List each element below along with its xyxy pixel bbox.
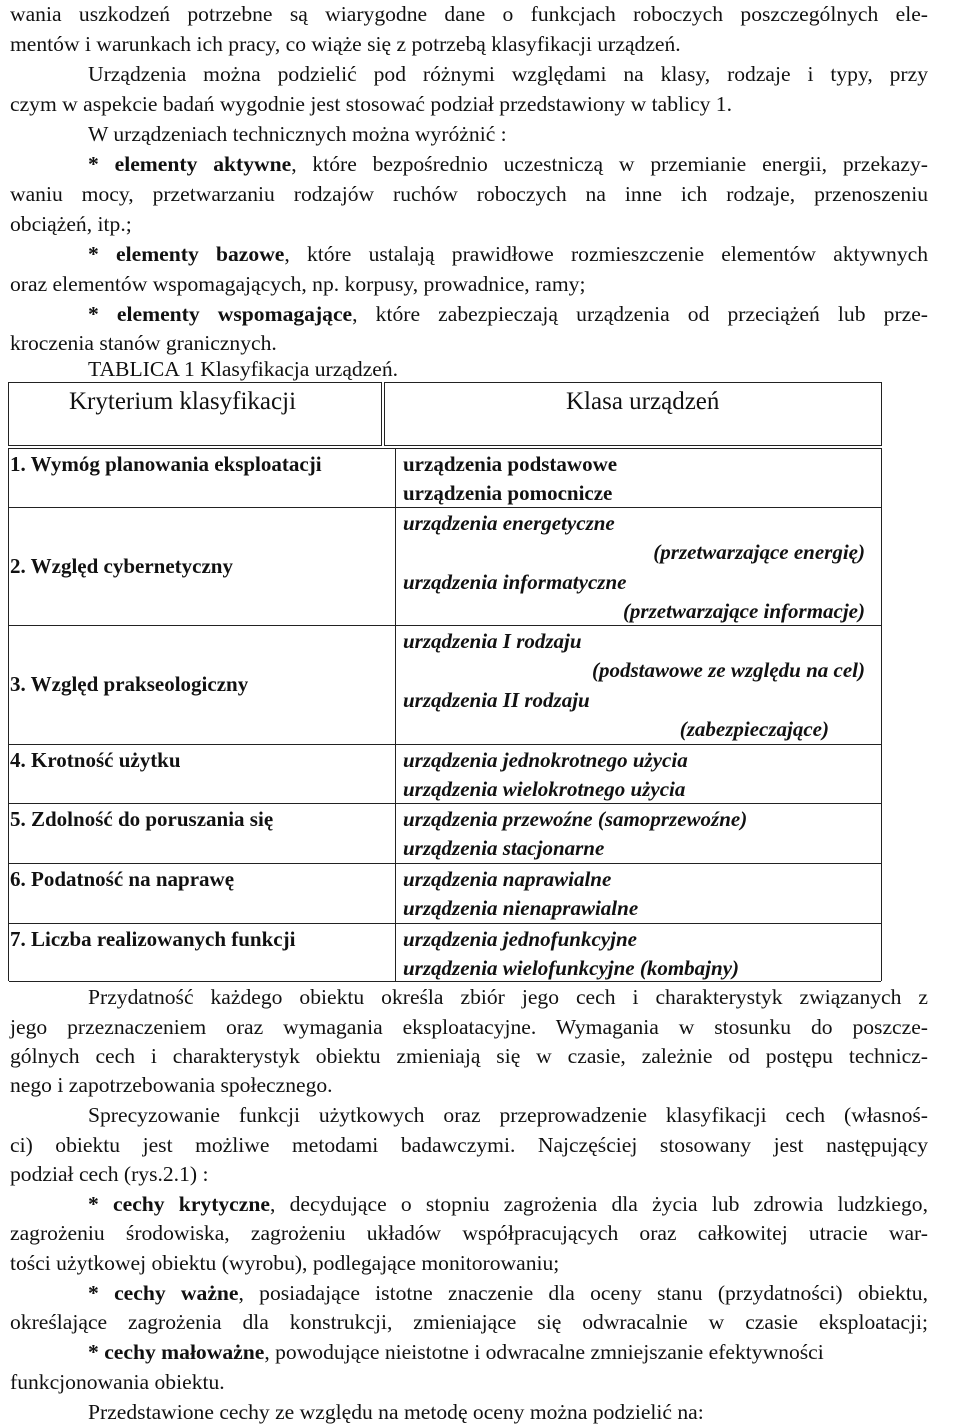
class-item: urządzenia II rodzaju — [403, 687, 590, 712]
minor-line-1: * cechy małoważne, powodujące nieistotne i odwracalne zmniejszanie efektywności — [88, 1340, 824, 1364]
class-item: urządzenia podstawowe — [403, 452, 618, 476]
critical-line-1: * cechy krytyczne, decydujące o stopniu zagrożenia dla życia lub zdrowia ludzkiego, — [88, 1192, 928, 1216]
intro-line-4: czym w aspekcie badań wygodnie jest stosować podział przedstawiony w tablicy 1. — [10, 92, 732, 116]
critical-line-3: tości użytkowej obiektu (wyrobu), podlegające monitorowaniu; — [10, 1251, 560, 1275]
p1-line-4: nego i zapotrzebowania społecznego. — [10, 1073, 333, 1097]
row-criterion: 6. Podatność na naprawę — [10, 867, 235, 891]
row-criterion: 3. Względ prakseologiczny — [10, 672, 249, 696]
active-elements-line-2: waniu mocy, przetwarzaniu rodzajów ruchów roboczych na inne ich rodzaje, przenoszeniu — [10, 182, 928, 206]
base-elements-line-1: * elementy bazowe, które ustalają prawidłowe rozmieszczenie elementów aktywnych — [88, 242, 928, 266]
p2-line-1: Sprecyzowanie funkcji użytkowych oraz przeprowadzenie klasyfikacji cech (własnoś- — [88, 1103, 928, 1127]
class-item: urządzenia nienaprawialne — [403, 896, 639, 921]
table-row — [9, 626, 881, 745]
class-item: urządzenia przewoźne (samoprzewoźne) — [403, 807, 748, 831]
table-row — [9, 745, 881, 804]
table-row — [9, 449, 881, 508]
class-item: urządzenia informatyczne — [403, 569, 627, 594]
table-header-class: Klasa urządzeń — [566, 388, 720, 415]
class-note: (zabezpieczające) — [679, 717, 829, 742]
row-classes — [403, 627, 865, 745]
table-row — [9, 864, 881, 924]
active-elements-line-1: * elementy aktywne, które bezpośrednio uczestniczą w przemianie energii, przekazy- — [88, 152, 928, 176]
important-line-1: * cechy ważne, posiadające istotne znaczenie dla oceny stanu (przydatności) obiektu, — [88, 1281, 928, 1305]
row-classes — [403, 925, 865, 984]
support-elements-line-2: kroczenia stanów granicznych. — [10, 331, 277, 355]
intro-line-5: W urządzeniach technicznych można wyróżnić : — [88, 122, 507, 146]
table-header-criterion: Kryterium klasyfikacji — [69, 388, 297, 415]
p1-line-1: Przydatność każdego obiektu określa zbiór jego cech i charakterystyk związanych z — [88, 985, 928, 1009]
p2-line-2: ci) obiektu jest możliwe metodami badawczymi. Najczęściej stosowany jest następujący — [10, 1133, 928, 1157]
table-header-criterion-cell — [8, 382, 382, 446]
row-classes — [403, 509, 865, 627]
class-item: urządzenia I rodzaju — [403, 629, 582, 653]
row-criterion: 4. Krotność użytku — [10, 748, 181, 772]
class-item: urządzenia stacjonarne — [403, 836, 605, 861]
row-criterion: 7. Liczba realizowanych funkcji — [10, 927, 296, 951]
row-classes — [403, 450, 865, 509]
class-item: urządzenia jednofunkcyjne — [403, 927, 637, 951]
class-item: urządzenia jednokrotnego użycia — [403, 748, 688, 772]
critical-term: * cechy krytyczne — [88, 1192, 270, 1216]
intro-line-1: wania uszkodzeń potrzebne są wiarygodne dane o funkcjach roboczych poszczególnych ele- — [10, 2, 928, 26]
intro-line-2: mentów i warunkach ich pracy, co wiąże się z potrzebą klasyfikacji urządzeń. — [10, 32, 681, 56]
minor-term: * cechy małoważne — [88, 1340, 265, 1364]
class-item: urządzenia pomocnicze — [403, 481, 613, 506]
active-elements-line-3: obciążeń, itp.; — [10, 212, 132, 236]
class-item: urządzenia wielofunkcyjne (kombajny) — [403, 956, 740, 981]
intro-line-3: Urządzenia można podzielić pod różnymi względami na klasy, rodzaje i typy, przy — [88, 62, 928, 86]
critical-line-2: zagrożeniu środowiska, zagrożeniu układów współpracujących oraz całkowitej utracie war- — [10, 1221, 928, 1245]
class-note: (przetwarzające informacje) — [622, 599, 865, 624]
active-elements-term: * elementy aktywne — [88, 152, 292, 176]
class-item: urządzenia naprawialne — [403, 867, 612, 891]
table-row — [9, 508, 881, 626]
base-elements-term: * elementy bazowe — [88, 242, 285, 266]
row-criterion: 5. Zdolność do poruszania się — [10, 807, 274, 831]
class-item: urządzenia wielokrotnego użycia — [403, 777, 686, 802]
p1-line-2: jego przeznaczeniem oraz wymagania eksploatacyjne. Wymagania w stosunku do poszcze- — [10, 1015, 928, 1039]
support-elements-line-1: * elementy wspomagające, które zabezpieczają urządzenia od przeciążeń lub prze- — [88, 302, 928, 326]
row-classes — [403, 865, 865, 924]
classification-table — [8, 448, 882, 981]
class-note: (podstawowe ze względu na cel) — [592, 658, 865, 683]
important-term: * cechy ważne — [88, 1281, 239, 1305]
row-classes — [403, 746, 865, 805]
p2-line-3: podział cech (rys.2.1) : — [10, 1162, 209, 1186]
row-criterion: 2. Względ cybernetyczny — [10, 554, 233, 578]
support-elements-term: * elementy wspomagające — [88, 302, 353, 326]
table-header-class-cell — [384, 382, 882, 446]
row-criterion: 1. Wymóg planowania eksploatacji — [10, 452, 322, 476]
table-caption: TABLICA 1 Klasyfikacja urządzeń. — [88, 357, 399, 381]
minor-line-2: funkcjonowania obiektu. — [10, 1370, 225, 1394]
table-row — [9, 924, 881, 982]
p1-line-3: gólnych cech i charakterystyk obiektu zmieniają się w czasie, zależnie od postępu technicz- — [10, 1044, 928, 1068]
important-line-2: określające zagrożenia dla konstrukcji, zmieniające się odwracalnie w czasie eksploatacji; — [10, 1310, 928, 1334]
class-item: urządzenia energetyczne — [403, 511, 615, 535]
row-classes — [403, 805, 865, 864]
table-row — [9, 804, 881, 864]
closing-line: Przedstawione cechy ze względu na metodę oceny można podzielić na: — [88, 1400, 704, 1424]
class-note: (przetwarzające energię) — [653, 540, 865, 565]
base-elements-line-2: oraz elementów wspomagających, np. korpusy, prowadnice, ramy; — [10, 272, 586, 296]
